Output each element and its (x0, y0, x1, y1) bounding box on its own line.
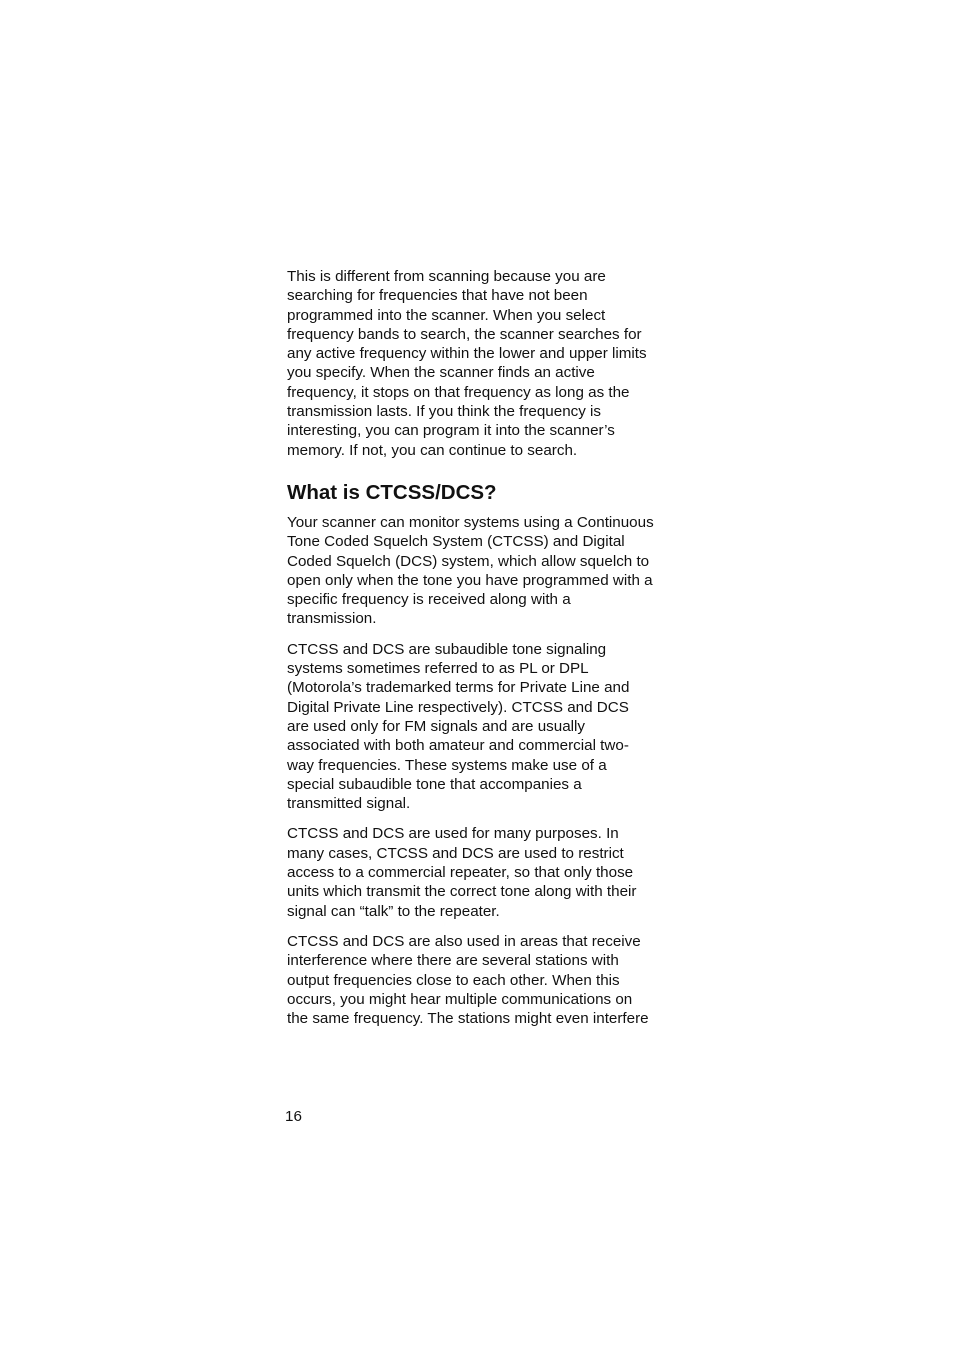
paragraph-subaudible-tones: CTCSS and DCS are subaudible tone signaling systems sometimes referred to as PL or DPL (Motorola’s trademarked terms for Private Line and Digital Private Line respectively). CTCSS and DCS are used only for FM signals and are usually associated with both amateur and commercial two- way frequencies. These systems make use of a special subaudible tone that accompanies a transmitted signal. (287, 640, 630, 813)
paragraph-interference: CTCSS and DCS are also used in areas that receive interference where there are several stations with output frequencies close to each other. When this occurs, you might hear multiple communications on the same frequency. The stations might even interfere (287, 932, 649, 1028)
page-number: 16 (285, 1108, 302, 1125)
page-body (287, 267, 671, 1039)
paragraph-uses: CTCSS and DCS are used for many purposes. In many cases, CTCSS and DCS are used to restrict access to a commercial repeater, so that only those units which transmit the correct tone along with their signal can “talk” to the repeater. (287, 825, 637, 920)
section-heading: What is CTCSS/DCS? (287, 480, 497, 504)
paragraph-ctcss-overview: Your scanner can monitor systems using a Continuous Tone Coded Squelch System (CTCSS) and Digital Coded Squelch (DCS) system, which allow squelch to open only when the tone you have programmed with a specific frequency is received along with a transmission. (287, 513, 654, 628)
intro-paragraph: This is different from scanning because you are searching for frequencies that have not been programmed into the scanner. When you select frequency bands to search, the scanner searches for any active frequency within the lower and upper limits you specify. When the scanner finds an active frequency, it stops on that frequency as long as the transmission lasts. If you think the frequency is interesting, you can program it into the scanner’s memory. If not, you can continue to search. (287, 268, 647, 459)
